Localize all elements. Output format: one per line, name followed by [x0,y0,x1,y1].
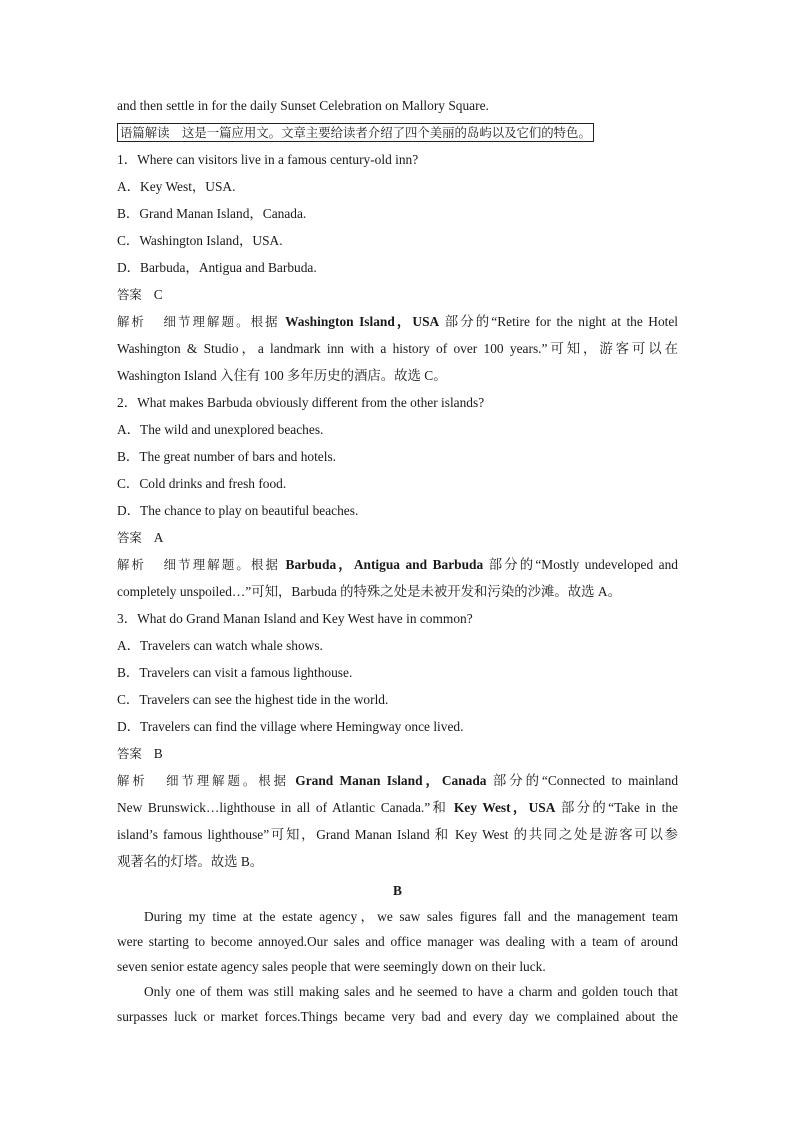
answer-label: 答案 [117,530,142,545]
q2-option-d: D．The chance to play on beautiful beaches. [117,503,359,518]
q2-option-c: C．Cold drinks and fresh food. [117,476,287,491]
analysis-label: 解析 [117,773,148,788]
q3-answer [117,740,678,767]
q3-option-b: B．Travelers can visit a famous lighthouse. [117,665,353,680]
summary-row [117,119,678,146]
paragraph-line: surpasses luck or market forces.Things became very bad and every day we complained about the [117,1009,678,1024]
question-2: 2．What makes Barbuda obviously different from the other islands? [117,395,485,410]
q2-option-b: B．The great number of bars and hotels. [117,449,337,464]
q3-analysis-line-3: island’s famous lighthouse”可知，Grand Manan Island 和 Key West 的共同之处是游客可以参 [117,827,678,842]
q3-analysis-line-2 [117,794,678,821]
q3-analysis-section-2: Key West，USA [453,800,556,815]
q3-analysis-line-1 [117,767,678,794]
q1-analysis-quote: 部分的“Retire for the night at the Hotel [444,314,679,329]
q1-answer [117,281,678,308]
section-b-paragraph-2 [117,979,678,1029]
q3-analysis-line-4: 观著名的灯塔。故选 B。 [117,854,264,869]
paragraph-line: seven senior estate agency sales people that were seemingly down on their luck. [117,959,546,974]
paragraph-line: Only one of them was still making sales and he seemed to have a charm and golden touch that [144,984,678,999]
q1-analysis-line-1 [117,308,678,335]
q1-analysis-line-2: Washington & Studio，a landmark inn with a history of over 100 years.”可知，游客可以在 [117,341,678,356]
q2-analysis-text: 细节理解题。根据 [163,557,281,572]
q3-analysis-quote-3: 部分的“Take in the [561,800,678,815]
q1-analysis-text: 细节理解题。根据 [163,314,280,329]
q1-option-b: B．Grand Manan Island，Canada. [117,206,307,221]
q3-analysis-section: Grand Manan Island，Canada [295,773,487,788]
q1-analysis-line-3: Washington Island 入住有 100 多年历史的酒店。故选 C。 [117,368,447,383]
q2-option-a: A．The wild and unexplored beaches. [117,422,324,437]
q2-answer [117,524,678,551]
section-b-paragraph-1 [117,904,678,979]
q1-option-d: D．Barbuda，Antigua and Barbuda. [117,260,317,275]
q3-option-c: C．Travelers can see the highest tide in the world. [117,692,389,707]
q3-answer-value: B [153,746,163,761]
passage-continuation: and then settle in for the daily Sunset Celebration on Mallory Square. [117,98,489,113]
q1-answer-value: C [153,287,163,302]
answer-label: 答案 [117,287,142,302]
page-content [117,92,678,1029]
q3-analysis-text: 细节理解题。根据 [166,773,289,788]
discourse-summary-box: 语篇解读 这是一篇应用文。文章主要给读者介绍了四个美丽的岛屿以及它们的特色。 [117,123,594,142]
paragraph-line: were starting to become annoyed.Our sales and office manager was dealing with a team of around [117,934,678,949]
question-3: 3．What do Grand Manan Island and Key West have in common? [117,611,473,626]
q2-analysis-section: Barbuda，Antigua and Barbuda [285,557,484,572]
analysis-label: 解析 [117,314,147,329]
q1-analysis-section: Washington Island，USA [285,314,440,329]
paragraph-line: During my time at the estate agency，we saw sales figures fall and the management team [144,909,678,924]
question-1: 1．Where can visitors live in a famous century-old inn? [117,152,419,167]
answer-label: 答案 [117,746,142,761]
analysis-label: 解析 [117,557,147,572]
q3-option-a: A．Travelers can watch whale shows. [117,638,323,653]
q1-option-c: C．Washington Island，USA. [117,233,283,248]
section-b-title: B [393,883,402,898]
q3-analysis-quote: 部分的“Connected to mainland [492,773,679,788]
q2-analysis-quote: 部分的“Mostly undeveloped and [488,557,679,572]
q2-analysis-line-1 [117,551,678,578]
q3-option-d: D．Travelers can find the village where Hemingway once lived. [117,719,464,734]
q1-option-a: A．Key West，USA. [117,179,236,194]
q2-answer-value: A [153,530,164,545]
q2-analysis-line-2: completely unspoiled…”可知，Barbuda 的特殊之处是未被开发和污染的沙滩。故选 A。 [117,584,621,599]
q3-analysis-quote-2: New Brunswick…lighthouse in all of Atlantic Canada.”和 [117,800,449,815]
